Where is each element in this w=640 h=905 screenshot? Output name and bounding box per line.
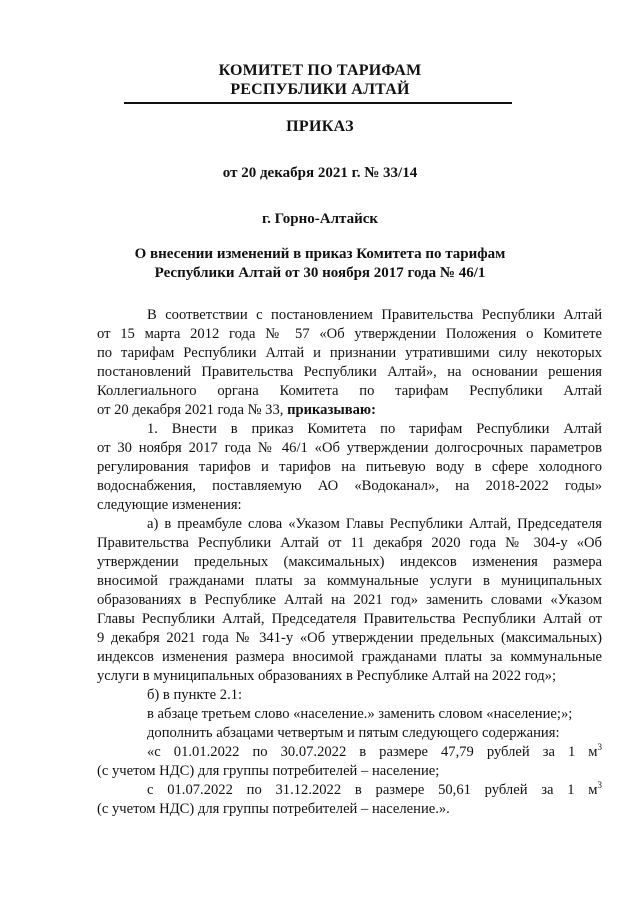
body-line: утверждении предельных (максимальных) индексов изменения размера [97,554,602,570]
body-line: (с учетом НДС) для группы потребителей – население; [97,763,440,779]
document-city: г. Горно-Алтайск [261,211,379,227]
body-line-text: с 01.07.2022 по 31.12.2022 в размере 50,61 рублей за 1 м [147,782,598,798]
body-line: 1. Внести в приказ Комитета по тарифам Республики Алтай [147,421,602,437]
body-line: постановлений Правительства Республики Алтай», на основании решения [97,364,602,380]
body-line: Правительства Республики Алтай от 11 декабря 2020 года № 304-у «Об [97,535,602,551]
body-line [97,401,602,420]
subject-line-2: Республики Алтай от 30 ноября 2017 года № 46/1 [154,265,486,281]
body-line: дополнить абзацами четвертым и пятым следующего содержания: [147,725,560,741]
body-line: следующие изменения: [97,497,242,513]
subject-line-1: О внесении изменений в приказ Комитета по тарифам [134,246,506,262]
body-line: вносимой гражданами платы за коммунальные услуги в муниципальных [97,573,602,589]
body-line: Главы Республики Алтай, Председателя Правительства Республики Алтай от [97,611,602,627]
body-line-text: от 20 декабря 2021 года № 33, [97,402,284,418]
body-line: образованиях в Республике Алтай на 2021 год» заменить словами «Указом [97,592,602,608]
body-line: водоснабжения, поставляемую АО «Водоканал», на 2018-2022 годы» [97,478,602,494]
document-subject [0,245,640,283]
body-line [97,781,602,800]
org-name-line-1: КОМИТЕТ ПО ТАРИФАМ [218,62,422,79]
body-line: Коллегиального органа Комитета по тарифам Республики Алтай [97,383,602,399]
superscript-3: 3 [597,780,602,790]
order-word: приказываю: [287,402,376,418]
body-line: 9 декабря 2021 года № 341-у «Об утверждении предельных (максимальных) [97,630,602,646]
body-line: от 30 ноября 2017 года № 46/1 «Об утверждении долгосрочных параметров [97,440,602,456]
body-line: услуги в муниципальных образованиях в Республике Алтай на 2022 год»; [97,668,557,684]
body-line [97,743,602,762]
body-line: В соответствии с постановлением Правительства Республики Алтай [147,307,602,323]
body-line: регулирования тарифов и тарифов на питьевую воду в сфере холодного [97,459,602,475]
body-line: индексов изменения размера вносимой гражданами платы за коммунальные [97,649,602,665]
body-line: от 15 марта 2012 года № 57 «Об утверждении Положения о Комитете [97,326,602,342]
body-line: в абзаце третьем слово «население.» заменить словом «население;»; [147,706,573,722]
body-line: по тарифам Республики Алтай и признании утратившими силу некоторых [97,345,602,361]
body-line-text: «с 01.01.2022 по 30.07.2022 в размере 47,79 рублей за 1 м [147,744,598,760]
body-line: б) в пункте 2.1: [147,687,243,703]
document-body [97,306,602,819]
body-line: а) в преамбуле слова «Указом Главы Республики Алтай, Председателя [147,516,602,532]
document-type: ПРИКАЗ [286,118,354,135]
superscript-3: 3 [597,742,602,752]
document-date-number: от 20 декабря 2021 г. № 33/14 [222,165,418,181]
org-name-line-2: РЕСПУБЛИКИ АЛТАЙ [230,81,410,98]
header-divider [124,102,512,104]
body-line: (с учетом НДС) для группы потребителей – население.». [97,801,450,817]
